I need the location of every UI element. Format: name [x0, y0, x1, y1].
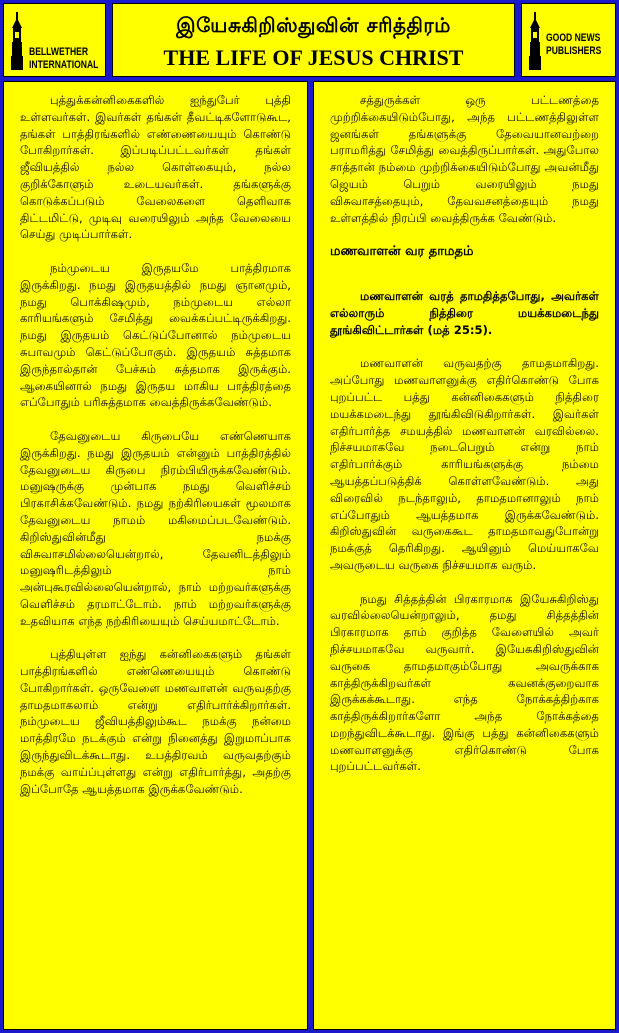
logo-right-line1: GOOD NEWS: [546, 32, 601, 44]
logo-right-line2: PUBLISHERS: [546, 45, 602, 57]
right-paragraph-top: சத்துருக்கள் ஒரு பட்டணத்தை முற்றிக்கையிடும்போது, அந்த பட்டணத்திலுள்ள ஜனங்கள் தங்களுக்கு தேவையானவற்றை பராமரித்து சேமித்து வைத்திருப்பார்கள். அதுபோல சாத்தான் நம்மை முற்றிக்கையிடும்போது அவன்மீது ஜெயம் பெறும் வரையிலும் நமது விசுவாசத்தையும், தேவவசனத்தையும் நமது உள்ளத்தில் நிரப்பி வைத்திருக்க வேண்டும்.: [330, 93, 599, 225]
left-paragraph-1: புத்துக்கன்னிகைகளில் ஐந்துபேர் புத்தி உள்ளவர்கள். இவர்கள் தங்கள் தீவட்டிகளோடுகூட, தங்கள் பாத்திரங்களில் எண்ணையையும் கொண்டு போகிறார்கள். இப்படிப்பட்டவர்கள் தங்கள் ஜீவியத்தில் நல்ல கொள்கையும், நல்ல குறிக்கோளும் உடையவர்கள். தங்களுக்கு கொடுக்கப்படும் வேலைகளை தெளிவாக திட்டமிட்டு, முடிவு வரையிலும் அந்த வேலையை செய்து முடிப்பார்கள்.: [20, 93, 291, 242]
title-tamil: இயேசுகிறிஸ்துவின் சரித்திரம்: [176, 13, 451, 37]
logo-left-line2: INTERNATIONAL: [29, 59, 99, 71]
logo-left-line1: BELLWETHER: [29, 46, 89, 58]
left-paragraph-2: நம்முடைய இருதயமே பாத்திரமாக இருக்கிறது. நமது இருதயத்தில் நமது ஞானமும், நமது பொக்கிஷமும், நம்முடைய எல்லா காரியங்களும் சேமித்து வைக்கப்பட்டிருக்கிறது. நமது இருதயம் கெட்டுப்போனால் நம்முடைய சுபாவமும் கெட்டுப்போகும். இருதயம் சுத்தமாக இருந்தால்தான் பேச்சும் சுத்தமாக இருக்கும். ஆகையினால் நமது இருதய மாகிய பாத்திரத்தை எப்போதும் பரிசுத்தமாக வைத்திருக்கவேண்டும்.: [20, 260, 291, 410]
bellwether-logo: [3, 3, 106, 77]
section-heading: மணவாளன் வர தாமதம்: [330, 244, 474, 260]
scripture-quote: மணவாளன் வரத் தாமதித்தபோது, அவர்கள் எல்லாரும் நித்திரை மயக்கமடைந்து தூங்கிவிட்டார்கள் (மத் 25:5).: [330, 289, 599, 337]
right-paragraph-1: மணவாளன் வருவதற்கு தாமதமாகிறது. அப்போது மணவாளனுக்கு எதிர்கொண்டு போக புறப்பட்ட பத்து கன்னிகைகளும் நித்திரை மயக்கமடைந்து தூங்கிவிடுகிறார்கள். இவர்கள் எதிர்பார்த்த சமயத்தில் மணவாளன் வரவில்லை. நிச்சயமாகவே நடைபெறும் என்று நாம் எதிர்பார்க்கும் காரியங்களுக்கு நம்மை ஆயத்தப்படுத்திக் கொள்ளவேண்டும். அது விரைவில் நடந்தாலும், தாமதமானாலும் நாம் எப்போதும் ஆயத்தமாக இருக்கவேண்டும். கிறிஸ்துவின் வருகைகூட தாமதமாவதுபோன்று நமக்குத் தெரிகிறது. ஆயினும் மெய்யாகவே அவருடைய வருகை நிச்சயமாக வரும்.: [330, 356, 599, 572]
good-news-logo: [521, 3, 616, 77]
bell-tower-icon: [10, 12, 24, 70]
right-paragraph-2: நமது சித்தத்தின் பிரகாரமாக இயேசுகிறிஸ்து வரவில்லையென்றாலும், தமது சித்தத்தின் பிரகாரமாக தாம் குறித்த வேளையில் அவர் நிச்சயமாகவே வருவார். இயேசுகிறிஸ்துவின் வருகை தாமதமாகும்போது அவருக்காக காத்திருக்கிறவர்கள் கவனக்குறைவாக இருக்கக்கூடாது. எந்த நோக்கத்திற்காக காத்திருக்கிறார்களோ அந்த நோக்கத்தை மறந்துவிடக்கூடாது. இங்கு பத்து கன்னிகைகளும் மணவாளனுக்கு எதிர்கொண்டு போக புறப்பட்டவர்கள்.: [330, 591, 599, 774]
page-header: [112, 3, 515, 77]
left-column: [3, 81, 308, 1030]
right-column: [313, 81, 616, 1030]
title-english: THE LIFE OF JESUS CHRIST: [163, 45, 464, 70]
left-paragraph-4: புத்தியுள்ள ஐந்து கன்னிகைகளும் தங்கள் பாத்திரங்களில் எண்ணெயையும் கொண்டு போகிறார்கள். ஒருவேளை மணவாளன் வருவதற்கு தாமதமாகலாம் என்று எதிர்பார்க்கிறார்கள். நம்முடைய ஜீவியத்திலும்கூட நமக்கு நன்மை மாத்திரமே நடக்கும் என்று நினைத்து இறுமாப்பாக இருந்துவிடக்கூடாது. உபத்திரவம் வருவதற்கும் நமக்கு வாய்ப்புள்ளது என்று எதிர்பார்த்து, அதற்கு இப்போதே ஆயத்தமாக இருக்கவேண்டும்.: [20, 647, 291, 796]
bell-tower-icon: [528, 12, 542, 70]
left-paragraph-3: தேவனுடைய கிருபையே எண்ணெயாக இருக்கிறது. நமது இருதயம் என்னும் பாத்திரத்தில் தேவனுடைய கிருபை நிரம்பியிருக்கவேண்டும். மனுஷருக்கு முன்பாக நமது வெளிச்சம் பிரகாசிக்கவேண்டும். நமது நற்கிரியைகள் மூலமாக தேவனுடைய நாமம் மகிமைப்படவேண்டும். கிறிஸ்துவின்மீது நமக்கு விசுவாசமில்லையென்றால், தேவனிடத்திலும் மனுஷரிடத்திலும் நாம் அன்புகூரவில்லையென்றால், நாம் மற்றவர்களுக்கு வெளிச்சம் தரமாட்டோம். நாம் மற்றவர்களுக்கு உதவியாக எந்த நற்கிரியையும் செய்யமாட்டோம்.: [20, 428, 291, 628]
